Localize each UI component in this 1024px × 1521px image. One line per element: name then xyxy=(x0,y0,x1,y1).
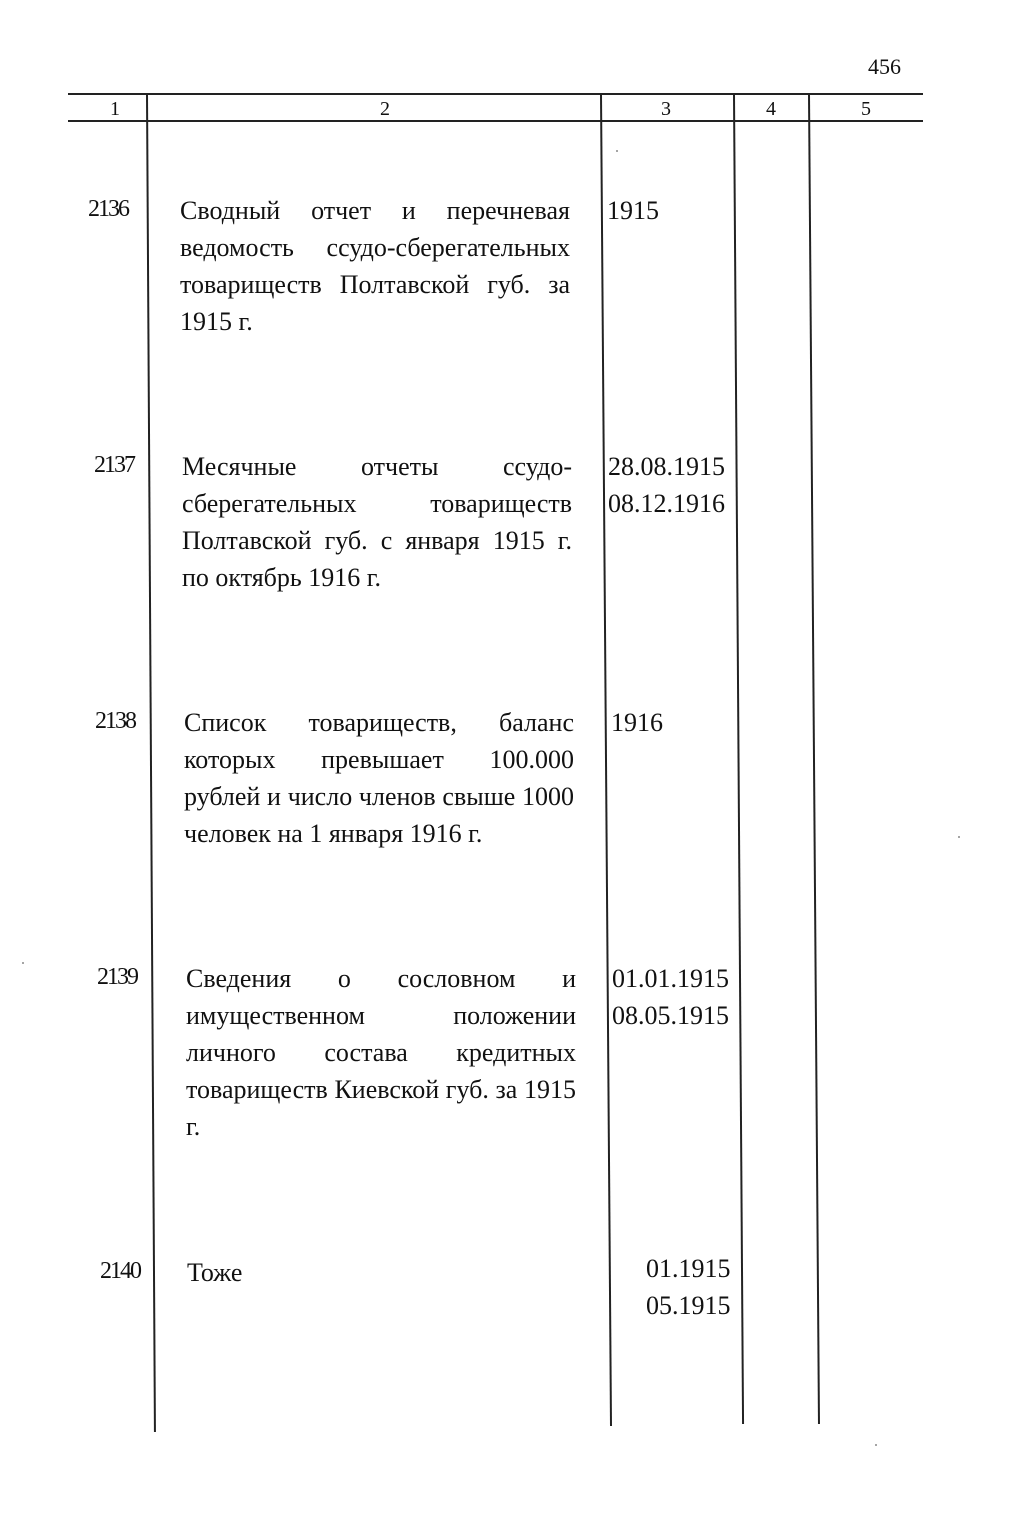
row-description: Тоже xyxy=(187,1258,243,1287)
row-description: Сведения о сословном и имущественном положении личного состава кредитных товариществ Киевской губ. за 1915 г. xyxy=(186,964,576,1141)
page-number: 456 xyxy=(868,54,901,79)
row-number: 2140 xyxy=(100,1258,140,1284)
scan-speck xyxy=(22,962,24,964)
row-description: Сводный отчет и перечневая ведомость ссудо-сберегательных товариществ Полтавской губ. за 1915 г. xyxy=(180,196,570,336)
row-number: 2139 xyxy=(97,964,137,990)
date-value: 1915 xyxy=(607,196,659,225)
divider-col1-col2 xyxy=(146,94,155,1432)
divider-col2-col3 xyxy=(600,94,611,1426)
header-top-rule xyxy=(68,93,923,95)
date-value: 05.1915 xyxy=(646,1291,731,1320)
date-value: 28.08.1915 xyxy=(608,452,725,481)
row-dates xyxy=(611,704,663,741)
divider-col3-col4 xyxy=(733,94,744,1424)
header-bottom-rule xyxy=(68,120,923,122)
row-number: 2137 xyxy=(94,452,134,478)
row-dates xyxy=(612,960,729,1034)
date-value: 1916 xyxy=(611,708,663,737)
scan-speck xyxy=(616,150,618,152)
row-dates xyxy=(608,448,725,522)
date-value: 08.12.1916 xyxy=(608,489,725,518)
row-description: Месячные отчеты ссудо-сберегательных товариществ Полтавской губ. с января 1915 г. по октябрь 1916 г. xyxy=(182,452,572,592)
header-col-1: 1 xyxy=(110,98,120,120)
divider-col4-col5 xyxy=(808,94,819,1424)
row-description: Список товариществ, баланс которых превышает 100.000 рублей и число членов свыше 1000 человек на 1 января 1916 г. xyxy=(184,708,574,848)
header-col-2: 2 xyxy=(380,98,390,120)
date-value: 01.1915 xyxy=(646,1254,731,1283)
header-col-5: 5 xyxy=(861,98,871,120)
row-dates xyxy=(646,1250,731,1324)
date-value: 08.05.1915 xyxy=(612,1001,729,1030)
date-value: 01.01.1915 xyxy=(612,964,729,993)
row-dates xyxy=(607,192,659,229)
scan-speck xyxy=(958,836,960,838)
row-number: 2136 xyxy=(88,196,128,222)
header-col-3: 3 xyxy=(661,98,671,120)
row-number: 2138 xyxy=(95,708,135,734)
header-col-4: 4 xyxy=(766,98,776,120)
scan-speck xyxy=(875,1444,877,1446)
